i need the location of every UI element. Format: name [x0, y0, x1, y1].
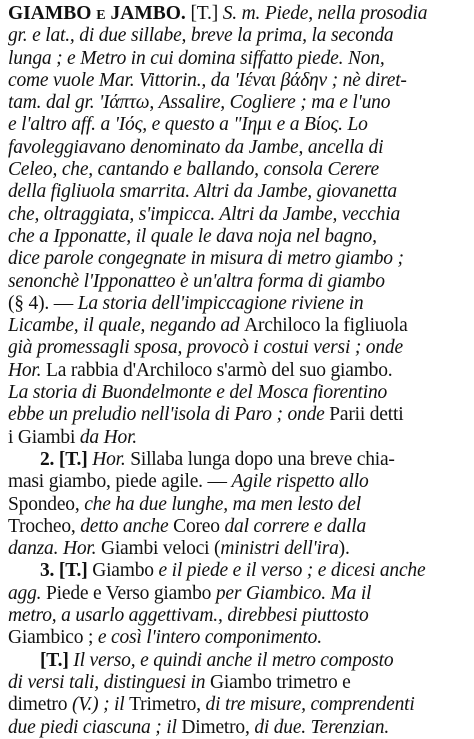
text-run: dice parole congegnate in misura di metro giambo ; — [8, 248, 404, 270]
text-run: agg. — [8, 582, 47, 604]
text-run: ministri dell'ira — [220, 538, 339, 560]
text-line — [8, 271, 466, 293]
text-line — [8, 25, 466, 47]
text-run: Parii detti — [329, 404, 404, 426]
text-line — [8, 248, 466, 270]
text-run: Celeo, che, cantando e ballando, consola Cerere — [8, 159, 379, 181]
text-run: per Giambico. Ma il — [215, 582, 372, 604]
text-run: Licambe, il quale, negando ad — [8, 315, 245, 337]
text-line — [8, 650, 466, 672]
sense-marker: 2. [T.] — [40, 448, 93, 470]
text-run: di versi tali, distinguesi in — [8, 671, 210, 693]
text-line — [8, 605, 466, 627]
text-run: Il verso, e quindi anche il metro composto — [73, 649, 394, 671]
text-run: (§ 4). — — [8, 292, 78, 314]
text-run: Hor. — [8, 359, 47, 381]
text-run: lunga ; e Metro in cui domina siffatto piede. Non, — [8, 47, 385, 69]
text-run: detto anche — [80, 515, 174, 537]
text-run: La storia di Buondelmonte e del Mosca fiorentino — [8, 382, 388, 404]
text-line — [8, 92, 466, 114]
text-run: La storia dell'impiccagione riviene in — [77, 292, 364, 314]
text-run: Hor. — [92, 448, 131, 470]
text-line — [8, 427, 466, 449]
text-run: della figliuola smarrita. Altri da Jambe, giovanetta — [8, 181, 397, 203]
text-run: e così l'intero componimento. — [97, 627, 322, 649]
text-run: senonchè l'Ipponatteo è un'altra forma di giambo — [8, 270, 385, 292]
text-run: Archiloco la figliuola — [244, 315, 408, 337]
text-line — [8, 471, 466, 493]
text-run: Sillaba lunga dopo una breve chia- — [130, 448, 395, 470]
text-run: Spondeo, — [8, 493, 85, 515]
text-run: Giambico ; — [8, 627, 98, 649]
text-run: ). — [338, 538, 350, 560]
text-line — [8, 516, 466, 538]
text-run: di tre misure, comprendenti — [205, 694, 415, 716]
text-run: S. m. Piede, nella prosodia — [222, 3, 428, 24]
text-run: danza. Hor. — [8, 538, 101, 560]
text-run: e l'altro aff. a 'Ιός, e questo a "Ιημι e a Βίος. Lo — [8, 114, 368, 136]
text-run: Dimetro, — [181, 716, 255, 738]
text-run: masi giambo, piede agile. — — [8, 471, 232, 493]
text-line — [8, 337, 466, 359]
text-line — [8, 315, 466, 337]
text-line — [8, 560, 466, 582]
text-line — [8, 70, 466, 92]
text-run: Trimetro, — [129, 694, 206, 716]
text-run: (V.) ; il — [71, 694, 130, 716]
text-line — [8, 583, 466, 605]
text-line — [8, 48, 466, 70]
text-run: La rabbia d'Archiloco s'armò del suo giambo. — [46, 359, 393, 381]
text-line — [8, 137, 466, 159]
text-run: Piede e Verso giambo — [46, 582, 216, 604]
text-run: già promessagli sposa, provocò i costui versi ; onde — [8, 337, 403, 359]
text-run: dimetro — [8, 694, 72, 716]
text-run: gr. e lat., di due sillabe, breve la prima, la seconda — [8, 25, 394, 47]
text-run: Giambo — [92, 560, 159, 582]
text-line — [8, 494, 466, 516]
text-line — [8, 717, 466, 739]
text-run: Trocheo, — [8, 515, 81, 537]
text-line — [8, 181, 466, 203]
entry-paragraph-3 — [0, 560, 474, 649]
text-line — [8, 382, 466, 404]
text-run: che, oltraggiata, s'impicca. Altri da Jambe, vecchia — [8, 203, 400, 225]
text-run: ebbe un preludio nell'isola di Paro ; onde — [8, 404, 330, 426]
text-run: come vuole Mar. Vittorin., da 'Ιέναι βάδην ; nè diret- — [8, 69, 407, 91]
text-line — [8, 449, 466, 471]
text-line — [8, 293, 466, 315]
text-run: Agile rispetto allo — [231, 471, 369, 493]
sense-marker: [T.] — [40, 649, 74, 671]
text-run: da Hor. — [79, 426, 137, 448]
text-run: metro, a usarlo aggettivam., direbbesi piuttosto — [8, 605, 369, 627]
entry-paragraph-4 — [0, 650, 474, 739]
text-run: dal correre e dalla — [224, 515, 367, 537]
text-run: che ha due lunghe, ma men lesto del — [84, 493, 361, 515]
text-line — [8, 694, 466, 716]
text-run: di due. Terenzian. — [254, 716, 390, 738]
entry-paragraph-2 — [0, 449, 474, 560]
text-line — [8, 3, 466, 25]
text-run: e il piede e il verso ; e dicesi anche — [158, 560, 426, 582]
text-run: Giambo trimetro e — [210, 671, 351, 693]
text-run: Giambi veloci ( — [100, 538, 221, 560]
text-run: Coreo — [173, 515, 225, 537]
text-line — [8, 114, 466, 136]
text-run: i Giambi — [8, 426, 80, 448]
text-run: [T.] — [185, 3, 223, 24]
text-line — [8, 627, 466, 649]
text-line — [8, 159, 466, 181]
text-line — [8, 226, 466, 248]
text-run: tam. dal gr. 'Ιάπτω, Assalire, Cogliere ; ma e l'uno — [8, 92, 391, 114]
text-line — [8, 204, 466, 226]
text-line — [8, 404, 466, 426]
sense-marker: 3. [T.] — [40, 560, 93, 582]
text-line — [8, 538, 466, 560]
text-line — [8, 360, 466, 382]
headword: GIAMBO e JAMBO. — [8, 3, 186, 24]
text-line — [8, 672, 466, 694]
text-run: due piedi ciascuna ; il — [8, 716, 182, 738]
text-run: che a Ipponatte, il quale le dava noja nel bagno, — [8, 225, 377, 247]
text-run: favoleggiavano denominato da Jambe, ancella di — [8, 136, 384, 158]
